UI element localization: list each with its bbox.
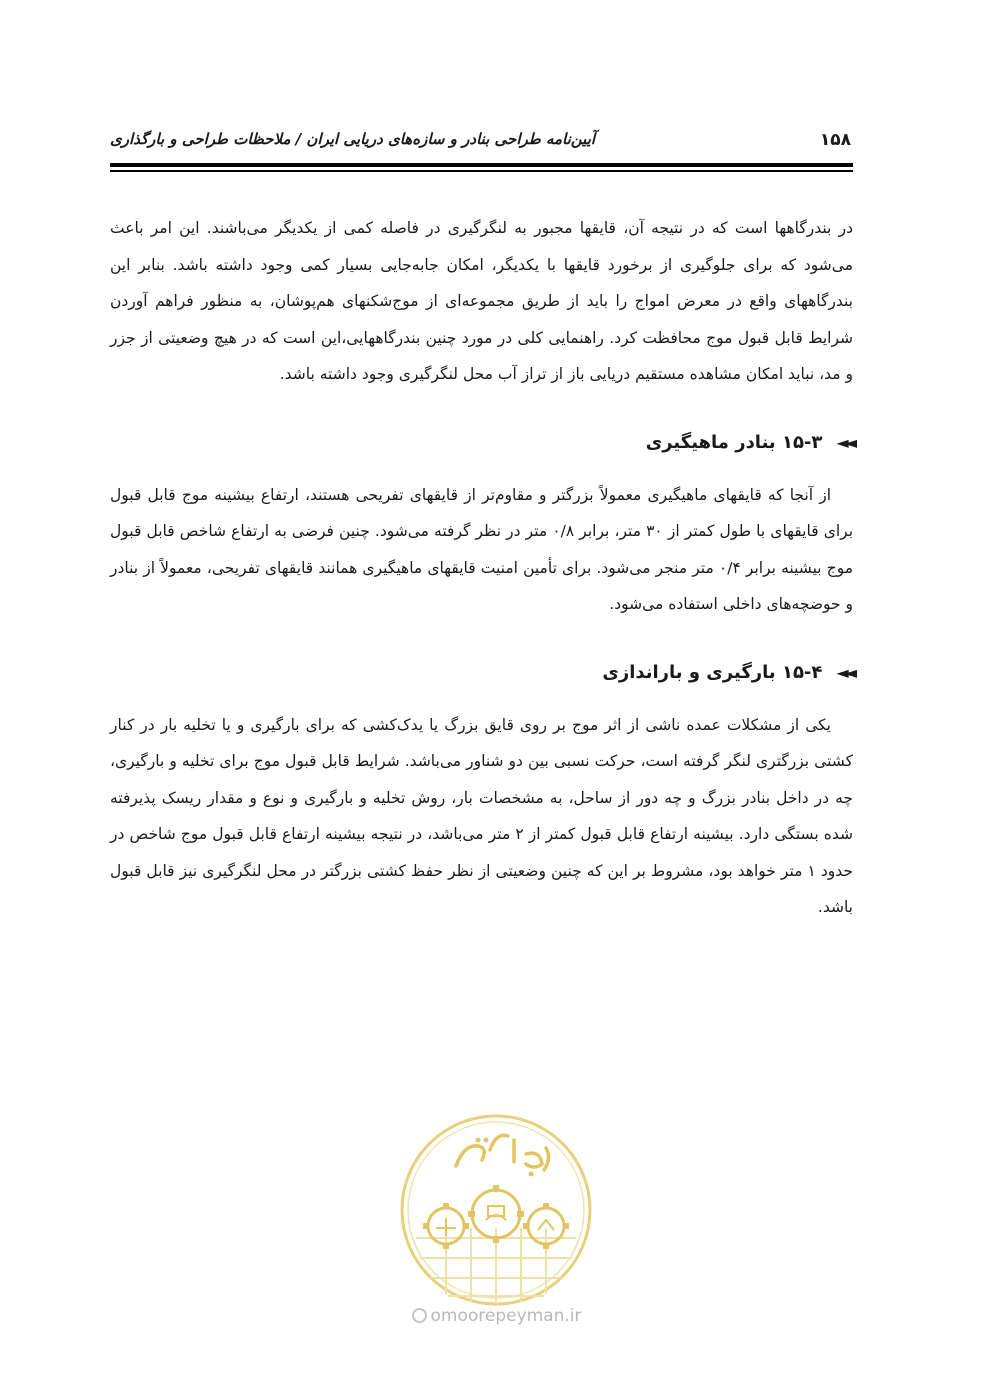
section-heading-fishing-ports [110,423,853,463]
section-heading-loading [110,653,853,693]
watermark [392,1306,602,1326]
running-title: آیین‌نامه طراحی بنادر و سازه‌های دریایی ایران / ملاحظات طراحی و بارگذاری [110,130,596,148]
page-header [110,118,853,158]
paragraph-loading: یکی از مشکلات عمده ناشی از اثر موج بر روی قایق بزرگ یا یدک‌کشی که برای بارگیری و یا تخلیه بار در کنار کشتی بزرگتری لنگر گرفته است، حرکت نسبی بین دو شناور می‌باشد. شرایط قابل قبول موج برای تخلیه و بارگیری، چه در داخل بنادر بزرگ و چه دور از ساحل، به مشخصات بار، روش تخلیه و بارگیری و نوع و مقدار ریسک پذیرفته شده بستگی دارد. بیشینه ارتفاع قابل قبول کمتر از ۲ متر می‌باشد، در نتیجه بیشینه ارتفاع قابل قبول موج شاخص در حدود ۱ متر خواهد بود، مشروط بر این که چنین وضعیتی از نظر حفظ کشتی بزرگتر در محل لنگرگیری نیز قابل قبول باشد. [110,715,853,916]
at-sign-icon [412,1308,427,1323]
section-heading-text: ۱۵-۳ بنادر ماهیگیری [645,432,823,453]
page-number: ۱۵۸ [819,130,851,150]
section-marker-icon: ◄◄ [836,663,853,682]
paragraph-fishing-ports: از آنجا که قایقهای ماهیگیری معمولاً بزرگتر و مقاوم‌تر از قایقهای تفریحی هستند، ارتفاع بیشینه موج قابل قبول برای قایقهای با طول کمتر از ۳۰ متر، برابر ۰/۸ متر در نظر گرفته می‌شود. چنین فرضی به ارتفاع شاخص قابل قبول موج بیشینه برابر ۰/۴ متر منجر می‌شود. برای تأمین امنیت قایقهای ماهیگیری همانند قایقهای تفریحی، معمولاً از بنادر و حوضچه‌های داخلی استفاده می‌شود. [110,485,854,613]
omoorepeyman-logo [386,1110,606,1310]
section-marker-icon: ◄◄ [836,433,853,452]
watermark-text: omoorepeyman.ir [430,1306,582,1326]
header-rule-thick [110,163,853,167]
paragraph-continuation: در بندرگاهها است که در نتیجه آن، قایقها مجبور به لنگرگیری در فاصله کمی از یکدیگر می‌باشند. این امر باعث می‌شود که برای جلوگیری از برخورد قایقها با یکدیگر، امکان جابه‌جایی بسیار کمی وجود داشته باشد. بنابر این بندرگاههای واقع در معرض امواج را باید از طریق مجموعه‌ای از موج‌شکنهای هم‌پوشان، به منظور فراهم آوردن شرایط قابل قبول موج محافظت کرد. راهنمایی کلی در مورد چنین بندرگاههایی،این است که در هیچ وضعیتی از جزر و مد، نباید امکان مشاهده مستقیم دریایی باز از تراز آب محل لنگرگیری وجود داشته باشد. [110,219,853,383]
header-rule-thin [110,170,853,172]
section-heading-text: ۱۵-۴ بارگیری و باراندازی [602,662,823,683]
page-body [110,210,853,926]
logo-emblem-icon [386,1110,606,1310]
